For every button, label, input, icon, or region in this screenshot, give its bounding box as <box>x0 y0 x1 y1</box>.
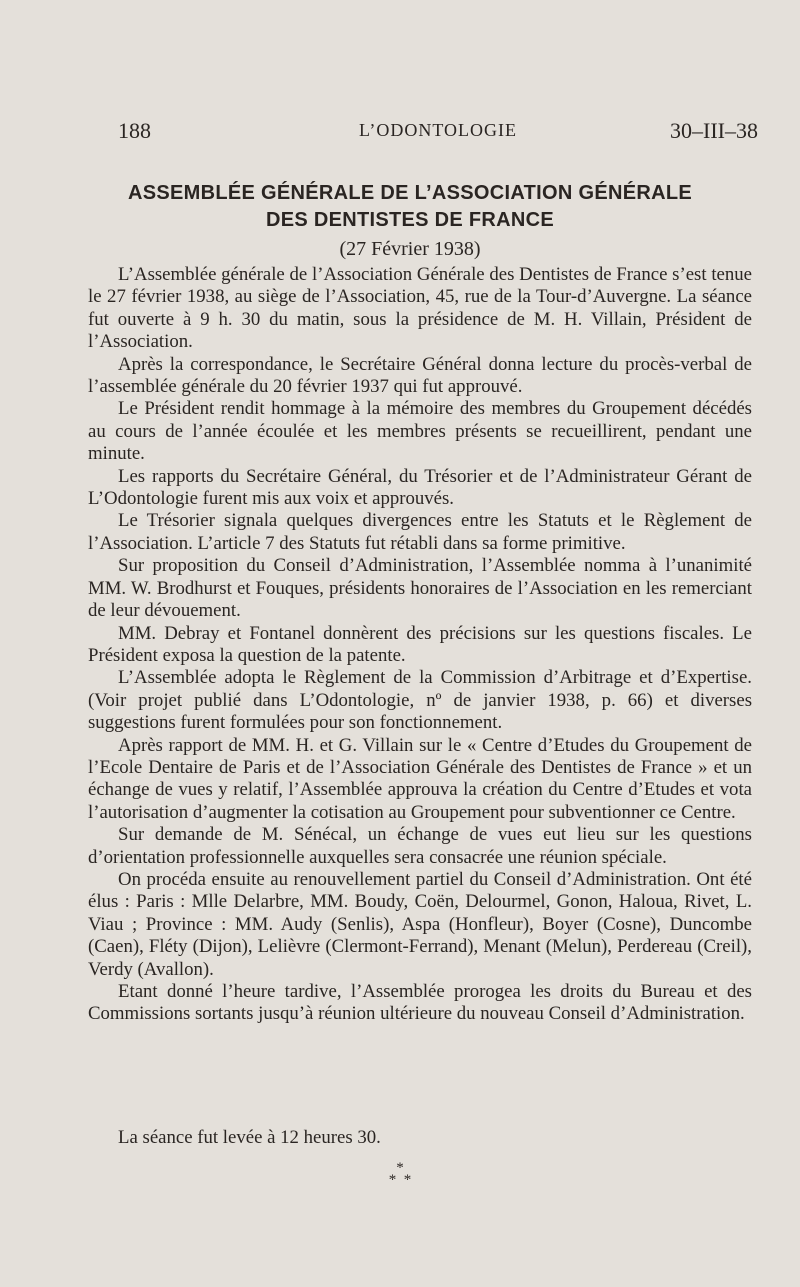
running-header <box>118 118 758 148</box>
issue-date: 30–III–38 <box>670 118 758 143</box>
paragraph: Le Président rendit hommage à la mémoire des membres du Groupement décédés au cours de l’année écoulée et les membres présents se recueillirent, pendant une minute. <box>88 398 752 465</box>
article-body <box>88 264 752 1026</box>
paragraph: L’Assemblée adopta le Règlement de la Commission d’Arbitrage et d’Expertise. (Voir projet publié dans L’Odontologie, nº de janvier 1938, p. 66) et diverses suggestions furent formulées pour son fonctionnement. <box>88 667 752 734</box>
paragraph: MM. Debray et Fontanel donnèrent des précisions sur les questions fiscales. Le Président exposa la question de la patente. <box>88 622 752 666</box>
paragraph: Les rapports du Secrétaire Général, du Trésorier et de l’Administrateur Gérant de L’Odontologie furent mis aux voix et approuvés. <box>88 465 752 510</box>
paragraph: Après rapport de MM. H. et G. Villain sur le « Centre d’Etudes du Groupement de l’Ecole Dentaire de Paris et de l’Association Générale des Dentistes de France » et un échange de vues y relatif, l’Assemblée approuva la création du Centre d’Etudes et vota l’autorisation d’augmenter la cotisation au Groupement pour subventionner ce Centre. <box>88 734 752 823</box>
paragraph: Etant donné l’heure tardive, l’Assemblée prorogea les droits du Bureau et des Commissions sortants jusqu’à réunion ultérieure du nouveau Conseil d’Administration. <box>88 981 752 1025</box>
closing-line: La séance fut levée à 12 heures 30. <box>118 1127 381 1148</box>
paragraph: L’Assemblée générale de l’Association Générale des Dentistes de France s’est tenue le 27 février 1938, au siège de l’Association, 45, rue de la Tour-d’Auvergne. La séance fut ouverte à 9 h. 30 du matin, sous la présidence de M. H. Villain, Président de l’Association. <box>88 264 752 353</box>
article-title <box>60 180 760 234</box>
journal-name: L’ODONTOLOGIE <box>359 120 517 140</box>
paragraph: Après la correspondance, le Secrétaire Général donna lecture du procès-verbal de l’assemblée générale du 20 février 1937 qui fut approuvé. <box>88 353 752 398</box>
article-date: (27 Février 1938) <box>339 238 481 260</box>
paragraph: On procéda ensuite au renouvellement partiel du Conseil d’Administration. Ont été élus : Paris : Mlle Delarbre, MM. Boudy, Coën, Delourmel, Gonon, Haloua, Rivet, L. Viau ; Province : MM. Audy (Senlis), Aspa (Honfleur), Boyer (Cosne), Duncombe (Caen), Fléty (Dijon), Lelièvre (Clermont-Ferrand), Menant (Melun), Perdereau (Creil), Verdy (Avallon). <box>88 868 752 980</box>
paragraph: Sur demande de M. Sénécal, un échange de vues eut lieu sur les questions d’orientation professionnelle auxquelles sera consacrée une réunion spéciale. <box>88 824 752 868</box>
title-line-1: ASSEMBLÉE GÉNÉRALE DE L’ASSOCIATION GÉNÉRALE <box>127 182 692 204</box>
page-number: 188 <box>118 118 151 143</box>
asterism-ornament: * * * <box>388 1160 412 1188</box>
paragraph: Le Trésorier signala quelques divergences entre les Statuts et le Règlement de l’Association. L’article 7 des Statuts fut rétabli dans sa forme primitive. <box>88 510 752 554</box>
paragraph: Sur proposition du Conseil d’Administration, l’Assemblée nomma à l’unanimité MM. W. Brodhurst et Fouques, présidents honoraires de l’Association en les remerciant de leur dévouement. <box>88 555 752 622</box>
title-line-2: DES DENTISTES DE FRANCE <box>265 209 555 231</box>
